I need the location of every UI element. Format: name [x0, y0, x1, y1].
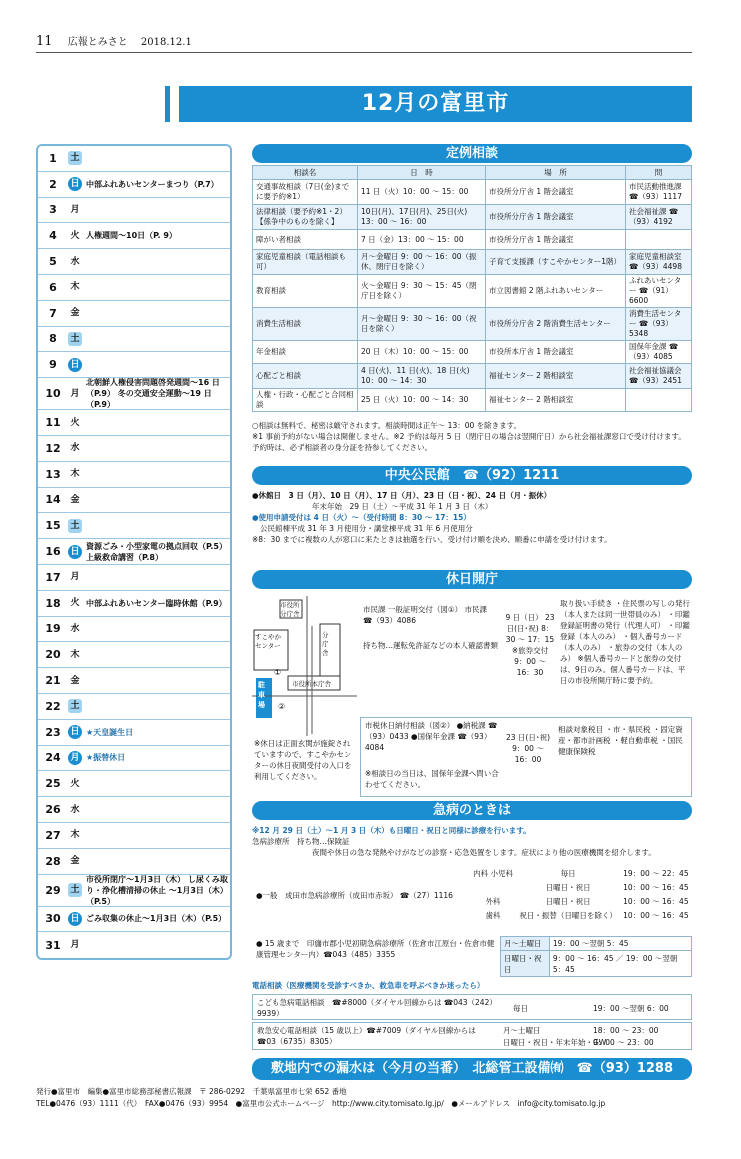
calendar-weekday: 火 [70, 778, 80, 789]
holiday-cert-office: 市民課 一般証明交付（図①） 市民課 ☎（93）4086 [363, 605, 487, 625]
table-cell: 10：00 ～ 16：45 [623, 910, 689, 920]
calendar-weekday: 日 [68, 358, 82, 372]
calendar-row [38, 539, 230, 565]
calendar-day: 16 [45, 545, 61, 559]
table-cell: 教育相談 [253, 275, 358, 308]
calendar-day: 12 [45, 441, 61, 455]
child-phone-time: 19：00 ～翌朝 6：00 [593, 1004, 669, 1013]
calendar [36, 144, 232, 960]
center-title: 中央公民館 [384, 468, 450, 483]
calendar-weekday: 金 [70, 675, 80, 686]
center-closed: ●休館日 3 日（月）、10 日（月）、17 日（月）、23 日（日・祝）、24 日（月・振休） [252, 491, 552, 500]
calendar-row [38, 462, 230, 488]
table-cell: 社会福祉協議会 ☎（93）2451 [626, 364, 692, 389]
col-header: 相談名 [253, 166, 358, 180]
holiday-entrance-note: ※休日は正面玄関が施錠されていますので、すこやかセンターの休日夜間受付の入口を利用してください。 [254, 739, 352, 781]
calendar-day: 10 [45, 387, 61, 401]
table-cell: 市役所分庁舎 1 階会議室 [486, 205, 626, 230]
calendar-row [38, 488, 230, 514]
child-phone-box [252, 994, 692, 1020]
calendar-row [38, 146, 230, 172]
table-cell: 国保年金課 ☎（93）4085 [626, 341, 692, 364]
calendar-row [38, 410, 230, 436]
calendar-weekday: 日 [68, 725, 82, 739]
calendar-day: 1 [49, 151, 57, 165]
page-header [36, 33, 692, 53]
table-cell: 日曜日・祝日 [545, 882, 591, 892]
calendar-day: 17 [45, 570, 61, 584]
calendar-row [38, 513, 230, 539]
calendar-row [38, 378, 230, 410]
calendar-day: 4 [49, 229, 57, 243]
consult-note: ※1 事前予約がない場合は開催しません。※2 予約は毎月 5 日（閉庁日の場合は翌開庁日）から社会福祉課窓口で受け付けます。予約時は、必ず相談者の身分証を持参してください。 [252, 432, 686, 452]
calendar-row [38, 694, 230, 720]
adult-phone-days1: 月～土曜日 [503, 1026, 541, 1035]
map-label-health-center: すこやかセンター [255, 633, 281, 650]
calendar-day: 23 [45, 725, 61, 739]
map-label-annex2: 分庁舎 [322, 631, 329, 657]
calendar-event: 人権週間～10日（P. 9） [86, 231, 177, 241]
calendar-weekday: 日 [68, 912, 82, 926]
tax-consult-offices: 市税休日納付相談（図②） ●納税課 ☎（93）0433 ●国保年金課 ☎（93）4084 [365, 721, 498, 752]
publication-name: 広報とみさと [67, 37, 128, 48]
calendar-row [38, 720, 230, 746]
map-marker-1: ① [274, 668, 282, 677]
table-cell: 毎日 [560, 868, 576, 878]
calendar-weekday: 木 [70, 282, 80, 293]
footer-publisher: 発行●富里市 編集●富里市総務部秘書広報課 〒 286-0292 千葉県富里市七栄 652 番地 [36, 1087, 347, 1096]
calendar-row [38, 642, 230, 668]
page-title: 12月の富里市 [172, 86, 692, 122]
calendar-day: 30 [45, 912, 61, 926]
calendar-weekday: 土 [68, 699, 82, 713]
table-cell: 市役所本庁舎 1 階会議室 [486, 341, 626, 364]
calendar-day: 27 [45, 828, 61, 842]
phone-consult-title: 電話相談（医療機関を受診すべきか、救急車を呼ぶべきか迷ったら） [252, 981, 485, 990]
table-row [253, 250, 692, 275]
section-consult-title: 定例相談 [252, 144, 692, 163]
calendar-weekday: 木 [70, 830, 80, 841]
table-cell: 火～金曜日 9：30 ～ 15：45（閉庁日を除く） [358, 275, 486, 308]
calendar-row [38, 172, 230, 198]
table-cell: 19：00 ～翌朝 5：45 [549, 937, 691, 951]
table-cell: 心配ごと相談 [253, 364, 358, 389]
issue-date: 2018.12.1 [140, 37, 192, 48]
calendar-weekday: 月 [70, 940, 80, 951]
calendar-weekday: 日 [68, 177, 82, 191]
calendar-weekday: 火 [70, 598, 80, 609]
calendar-event: 北朝鮮人権侵害問題啓発週間～16 日（P.9） 冬の交通安全運動～19 日（P.9） [86, 378, 220, 410]
adult-phone-days2: 日曜日・祝日・年末年始・GW [503, 1038, 607, 1047]
table-cell: 社会福祉課 ☎（93）4192 [626, 205, 692, 230]
table-cell: 市役所分庁舎 2 階消費生活センター [486, 308, 626, 341]
calendar-day: 22 [45, 699, 61, 713]
table-cell: 11 日（火）10：00 ～ 15：00 [358, 180, 486, 205]
calendar-row [38, 352, 230, 378]
calendar-row [38, 849, 230, 875]
table-cell: 10：00 ～ 16：45 [623, 882, 689, 892]
tax-consult-box [360, 717, 692, 797]
table-cell: 福祉センター 2 階相談室 [486, 389, 626, 412]
consult-note: ○相談は無料で、秘密は厳守されます。相談時間は正午～ 13：00 を除きます。 [252, 421, 522, 430]
calendar-row [38, 591, 230, 617]
calendar-weekday: 土 [68, 883, 82, 897]
calendar-weekday: 土 [68, 332, 82, 346]
table-cell [626, 389, 692, 412]
calendar-weekday: 水 [70, 443, 80, 454]
section-leak [252, 1058, 692, 1080]
footer-contact: TEL●0476（93）1111（代） FAX●0476（93）9954 ●富里市公式ホームページ http://www.city.tomisato.lg.jp/ ●メールアドレス info@city.tomisato.lg.jp [36, 1099, 606, 1108]
calendar-row [38, 249, 230, 275]
calendar-weekday: 金 [70, 856, 80, 867]
calendar-day: 29 [45, 883, 61, 897]
section-center-title [252, 466, 692, 485]
table-cell: 月～金曜日 9：30 ～ 16：00（祝日を除く） [358, 308, 486, 341]
calendar-day: 9 [49, 358, 57, 372]
calendar-day: 26 [45, 803, 61, 817]
leak-company: 北総管工設備㈲ [472, 1061, 564, 1076]
map-label-main-office: 市役所本庁舎 [292, 680, 331, 688]
calendar-event: ★振替休日 [86, 753, 126, 763]
calendar-day: 15 [45, 519, 61, 533]
table-row [253, 180, 692, 205]
emergency-clinic: 急病診療所 持ち物…保険証 [252, 837, 350, 846]
table-cell: 家庭児童相談室 ☎（93）4498 [626, 250, 692, 275]
calendar-weekday: 火 [70, 417, 80, 428]
calendar-day: 8 [49, 332, 57, 346]
table-row [253, 308, 692, 341]
table-cell: 25 日（火）10：00 ～ 14：30 [358, 389, 486, 412]
calendar-row [38, 771, 230, 797]
child-phone-days: 毎日 [513, 1004, 528, 1013]
calendar-event: 中部ふれあいセンターまつり（P.7） [86, 179, 219, 189]
center-tel: ☎（92）1211 [462, 468, 560, 483]
center-apply-detail: 公民館棟平成 31 年 3 月使用分・講堂棟平成 31 年 6 月使用分 [260, 524, 473, 533]
page-number: 11 [36, 34, 53, 49]
emergency-pediatric-table [500, 936, 692, 977]
calendar-weekday: 土 [68, 151, 82, 165]
calendar-day: 13 [45, 467, 61, 481]
adult-phone-time1: 18：00 ～ 23：00 [593, 1026, 659, 1035]
table-cell: 消費生活センター ☎（93）5348 [626, 308, 692, 341]
table-cell: 福祉センター 2 階相談室 [486, 364, 626, 389]
table-row [253, 275, 692, 308]
emergency-intro [252, 825, 692, 858]
calendar-weekday: 木 [70, 469, 80, 480]
calendar-weekday: 日 [68, 545, 82, 559]
table-cell: 19：00 ～ 22：45 [623, 868, 689, 878]
calendar-row [38, 823, 230, 849]
table-cell [470, 880, 516, 894]
holiday-cert-procedures: 取り扱い手続き ・住民票の写しの発行（本人または同一世帯員のみ） ・印鑑登録証明書の発行（代理人可） ・印鑑登録（本人のみ） ・個人番号カード（本人のみ） ・旅券の交付（本人のみ） ※個人番号カードと旅券の交付は、9日のみ。個人番号カードは、平日の市役所開庁時に要予約。 [560, 599, 690, 685]
table-cell: 10：00 ～ 16：45 [623, 896, 689, 906]
calendar-row [38, 565, 230, 591]
section-holiday-title: 休日開庁 [252, 570, 692, 589]
holiday-cert-time: 9 日（日） 23 日(日･祝) 8：30 ～ 17：15 ※旅券交付 9：00 ～ 16：30 [505, 613, 555, 677]
calendar-day: 11 [45, 416, 61, 430]
calendar-day: 25 [45, 777, 61, 791]
table-cell: 人権・行政・心配ごと合同相談 [253, 389, 358, 412]
section-emergency-title: 急病のときは [252, 801, 692, 820]
map-marker-2: ② [278, 702, 286, 711]
tax-consult-time: 23 日(日･祝) 9：00 ～ 16：00 [505, 733, 551, 764]
emergency-general: ●一般 成田市急病診療所（成田市赤坂） ☎（27）1116 [256, 891, 453, 900]
table-cell: 市役所分庁舎 1 階会議室 [486, 180, 626, 205]
table-cell: 月～金曜日 9：00 ～ 16：00（振休、閉庁日を除く） [358, 250, 486, 275]
calendar-day: 6 [49, 280, 57, 294]
calendar-row [38, 932, 230, 958]
tax-consult-note: ※相談日の当日は、国保年金課へ問い合わせてください。 [365, 769, 499, 789]
calendar-weekday: 水 [70, 623, 80, 634]
calendar-weekday: 月 [70, 388, 80, 399]
child-phone: こども急病電話相談 ☎#8000（ダイヤル回線からは ☎043（242）9939） [257, 998, 497, 1018]
table-cell: 日曜日・祝日 [501, 951, 550, 977]
calendar-weekday: 火 [70, 230, 80, 241]
table-cell: 法律相談（要予約※1・2）【係争中のものを除く】 [253, 205, 358, 230]
calendar-day: 7 [49, 306, 57, 320]
emergency-desc: 夜間や休日の急な発熱やけがなどの診察・応急処置をします。症状により他の医療機関を紹介します。 [312, 848, 656, 857]
calendar-day: 20 [45, 648, 61, 662]
table-cell: 交通事故相談（7日(金)までに要予約※1） [253, 180, 358, 205]
col-header: 場 所 [486, 166, 626, 180]
calendar-day: 24 [45, 751, 61, 765]
calendar-event: 市役所閉庁～1月3日（木） し尿くみ取り・浄化槽清掃の休止 ～1月3日（木）（P.5） [86, 874, 228, 906]
map-label-parking: 駐車場 [258, 681, 265, 709]
table-cell: 20 日（木）10：00 ～ 15：00 [358, 341, 486, 364]
table-cell: 市立図書館 2 階ふれあいセンター [486, 275, 626, 308]
adult-phone-box [252, 1022, 692, 1050]
table-cell [626, 230, 692, 250]
calendar-weekday: 月 [68, 751, 82, 765]
table-cell: 家庭児童相談（電話相談も可） [253, 250, 358, 275]
calendar-weekday: 月 [70, 204, 80, 215]
calendar-row [38, 223, 230, 249]
table-row [501, 937, 692, 951]
calendar-event: 中部ふれあいセンター臨時休館（P.9） [86, 598, 227, 608]
table-cell: 子育て支援課（すこやかセンター1階） [486, 250, 626, 275]
table-row [253, 205, 692, 230]
table-cell: 外科 [485, 896, 501, 906]
calendar-day: 19 [45, 622, 61, 636]
table-cell: 市役所分庁舎 1 階会議室 [486, 230, 626, 250]
center-info [252, 490, 692, 545]
table-cell: 消費生活相談 [253, 308, 358, 341]
table-cell: 7 日（金）13：00 ～ 15：00 [358, 230, 486, 250]
access-map [252, 596, 357, 736]
calendar-weekday: 水 [70, 804, 80, 815]
calendar-row [38, 198, 230, 224]
emergency-general-table [470, 866, 692, 922]
emergency-pediatric: ● 15 歳まで 印旛市郡小児初期急病診療所（佐倉市江原台・佐倉市健康管理センター内）☎043（485）3355 [256, 939, 495, 959]
table-cell: 日曜日・祝日 [545, 896, 591, 906]
table-row [470, 908, 692, 922]
calendar-row [38, 436, 230, 462]
calendar-weekday: 金 [70, 494, 80, 505]
table-row [253, 389, 692, 412]
center-apply: ●使用申請受付は 4 日（火）～（受付時間 8：30 ～ 17：15） [252, 513, 471, 522]
calendar-row [38, 907, 230, 933]
leak-title: 敷地内での漏水は（今月の当番） [270, 1061, 460, 1076]
calendar-row [38, 668, 230, 694]
calendar-row [38, 275, 230, 301]
col-header: 問 [626, 166, 692, 180]
table-cell: ふれあいセンター ☎（91）6600 [626, 275, 692, 308]
table-cell: 歯科 [485, 910, 501, 920]
calendar-weekday: 土 [68, 519, 82, 533]
col-header: 日 時 [358, 166, 486, 180]
emergency-newyear: ※12 月 29 日（土）～1 月 3 日（木）も日曜日・祝日と同様に診療を行います。 [252, 826, 531, 835]
consult-table [252, 165, 692, 412]
calendar-day: 21 [45, 674, 61, 688]
calendar-day: 31 [45, 938, 61, 952]
calendar-day: 5 [49, 255, 57, 269]
calendar-day: 3 [49, 203, 57, 217]
calendar-row [38, 301, 230, 327]
table-cell: 4 日(火)、11 日(火)、18 日(火) 10：00 ～ 14：30 [358, 364, 486, 389]
table-row [253, 364, 692, 389]
adult-phone: 救急安心電話相談（15 歳以上）☎#7009（ダイヤル回線からは ☎03（6735）8305） [257, 1026, 476, 1046]
calendar-event: ごみ収集の休止～1月3日（木）（P.5） [86, 914, 227, 924]
table-row [253, 341, 692, 364]
table-row [470, 866, 692, 880]
table-cell: 祝日・振替（日曜日を除く） [519, 910, 617, 920]
calendar-row [38, 875, 230, 907]
table-row [470, 880, 692, 894]
footer [36, 1086, 692, 1110]
calendar-weekday: 金 [70, 308, 80, 319]
consult-notes [252, 420, 692, 453]
calendar-day: 28 [45, 854, 61, 868]
table-cell: 内科 小児科 [473, 868, 513, 878]
holiday-cert [363, 604, 498, 651]
table-cell: 障がい者相談 [253, 230, 358, 250]
table-cell: 月～土曜日 [501, 937, 550, 951]
table-row [253, 230, 692, 250]
map-label-annex: 市役所分庁舎 [280, 601, 300, 618]
table-cell: 9：00 ～ 16：45 ／ 19：00 ～翌朝 5：45 [549, 951, 691, 977]
calendar-weekday: 月 [70, 572, 80, 583]
calendar-weekday: 水 [70, 256, 80, 267]
calendar-row [38, 746, 230, 772]
adult-phone-time2: 9：00 ～ 23：00 [593, 1038, 654, 1047]
table-cell: 10日(月)、17日(月)、25日(火) 13：00 ～ 16：00 [358, 205, 486, 230]
calendar-event: ★天皇誕生日 [86, 727, 134, 737]
calendar-day: 18 [45, 596, 61, 610]
table-row [501, 951, 692, 977]
leak-tel: ☎（93）1288 [576, 1061, 674, 1076]
center-apply-note: ※8：30 までに複数の人が窓口に来たときは抽選を行い、受け付け順を決め、順番に申請を受け付けます。 [252, 535, 612, 544]
center-newyear: 年末年始 29 日（土）～平成 31 年 1 月 3 日（木） [312, 502, 493, 511]
table-cell: 年金相談 [253, 341, 358, 364]
holiday-cert-items: 持ち物…運転免許証などの本人確認書類 [363, 641, 498, 650]
calendar-day: 2 [49, 177, 57, 191]
calendar-row [38, 617, 230, 643]
tax-items: 相談対象税目 ・市・県民税 ・固定資産・都市計画税 ・軽自動車税 ・国民健康保険税 [558, 725, 683, 756]
table-row [470, 894, 692, 908]
calendar-row [38, 797, 230, 823]
calendar-row [38, 327, 230, 353]
table-cell: 市民活動推進課 ☎（93）1117 [626, 180, 692, 205]
calendar-event: 資源ごみ・小型家電の拠点回収（P.5） 上級救命講習（P.8） [86, 541, 227, 562]
calendar-day: 14 [45, 493, 61, 507]
calendar-weekday: 木 [70, 649, 80, 660]
